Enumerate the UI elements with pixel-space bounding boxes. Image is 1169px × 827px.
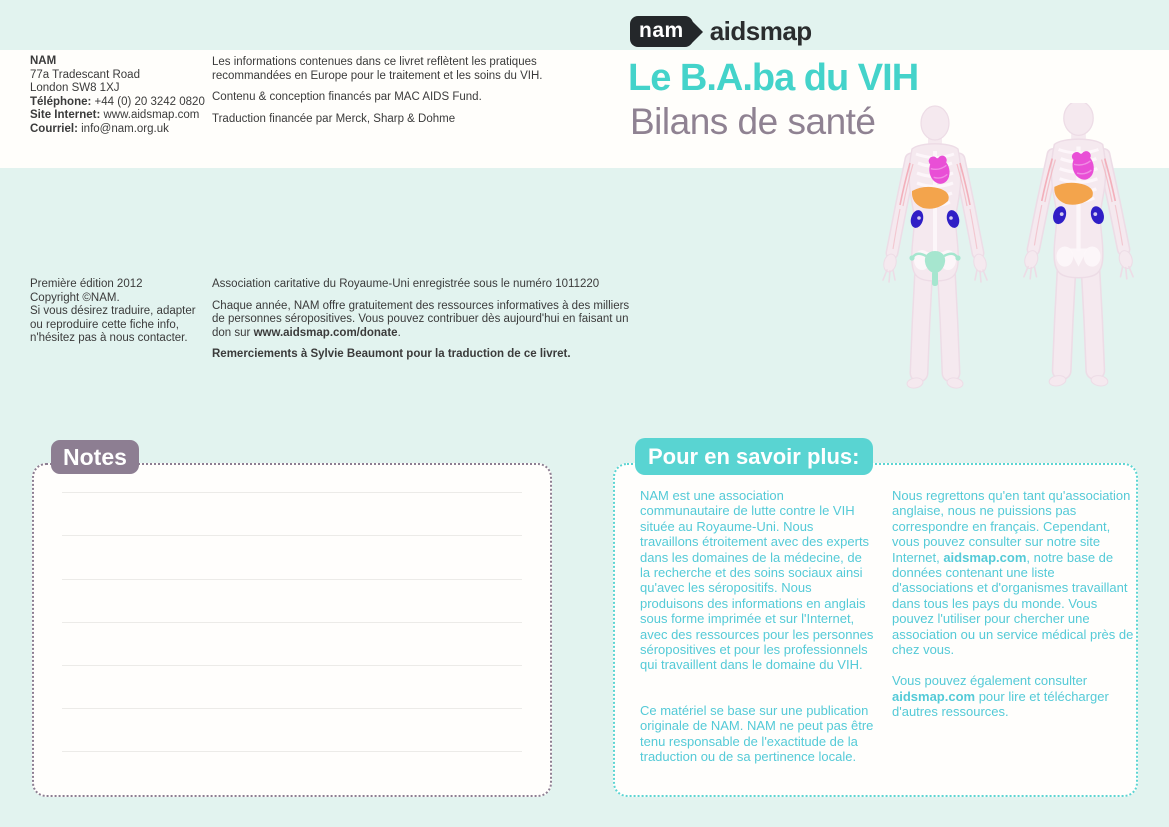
nam-logo-badge: nam	[630, 16, 693, 47]
edition-line: ou reproduire cette fiche info,	[30, 318, 179, 331]
address-line: 77a Tradescant Road	[30, 68, 140, 81]
notes-ruled-line	[62, 665, 522, 666]
disclaimer-paragraph: Ce matériel se base sur une publication originale de NAM. NAM ne peut pas être tenu responsable de l'exactitude de la traduction ou de sa pertinence locale.	[640, 702, 874, 765]
donate-text: Chaque année, NAM offre gratuitement des ressources informatives à des milliers de personnes séropositives. Vous pouvez contribuer dès aujourd'hui en faisant un don sur	[212, 299, 630, 339]
info-paragraph: Les informations contenues dans ce livret reflètent les pratiques recommandées en Europe pour le traitement et les soins du VIH.	[212, 56, 543, 82]
edition-line: Si vous désirez traduire, adapter	[30, 305, 196, 318]
translation-credit: Remerciements à Sylvie Beaumont pour la traduction de ce livret.	[212, 348, 571, 361]
notes-heading-badge: Notes	[51, 440, 139, 474]
anatomy-illustration	[853, 103, 1155, 395]
website-label: Site Internet:	[30, 109, 101, 122]
male-anatomy-figure	[1023, 103, 1134, 387]
notes-ruled-line	[62, 579, 522, 580]
charity-block	[212, 278, 644, 370]
page-title: Le B.A.ba du VIH	[628, 57, 919, 99]
notes-ruled-line	[62, 708, 522, 709]
resources-text: Vous pouvez également consulter	[892, 673, 1088, 689]
website-value: www.aidsmap.com	[103, 109, 200, 122]
email-label: Courriel:	[30, 122, 78, 135]
website-line	[30, 109, 205, 123]
edition-block	[30, 278, 196, 346]
notes-box	[32, 463, 552, 797]
page-subtitle: Bilans de santé	[630, 101, 876, 142]
database-text: , notre base de données contenant une liste d'associations et d'organismes travaillant dans tous les pays du monde. Vous pouvez l'utiliser pour chercher une association ou un service médical près de chez vous.	[892, 549, 1134, 658]
notes-ruled-line	[62, 622, 522, 623]
phone-value: +44 (0) 20 3242 0820	[94, 95, 205, 108]
address-line: London SW8 1XJ	[30, 82, 120, 95]
notes-ruled-line	[62, 535, 522, 536]
org-name: NAM	[30, 55, 57, 67]
resources-text: pour lire et télécharger d'autres ressources.	[892, 688, 1109, 720]
edition-line: n'hésitez pas à nous contacter.	[30, 332, 188, 345]
notes-ruled-line	[62, 492, 522, 493]
notes-ruled-line	[62, 751, 522, 752]
aidsmap-wordmark: aidsmap	[709, 16, 812, 46]
email-value: info@nam.org.uk	[81, 122, 169, 135]
aidsmap-url: aidsmap.com	[943, 549, 1027, 565]
phone-line	[30, 96, 205, 110]
more-info-column-1	[640, 488, 874, 765]
donate-paragraph	[212, 300, 644, 341]
contact-block	[30, 55, 205, 137]
database-text: Nous regrettons qu'en tant qu'association anglaise, nous ne puissions pas correspondre en français. Cependant, vous pouvez consulter sur notre site Internet,	[892, 488, 1131, 565]
donate-url: www.aidsmap.com/donate	[253, 326, 398, 339]
aidsmap-url: aidsmap.com	[892, 688, 976, 704]
donate-period: .	[397, 326, 401, 339]
phone-label: Téléphone:	[30, 95, 92, 108]
info-paragraph: Traduction financée par Merck, Sharp & Dohme	[212, 112, 456, 125]
charity-registration: Association caritative du Royaume-Uni enregistrée sous le numéro 1011220	[212, 278, 600, 290]
info-block	[212, 56, 564, 134]
more-info-box	[613, 463, 1138, 797]
more-info-heading-badge: Pour en savoir plus:	[635, 438, 873, 475]
info-paragraph: Contenu & conception financés par MAC AIDS Fund.	[212, 91, 482, 104]
about-nam-paragraph: NAM est une association communautaire de lutte contre le VIH située au Royaume-Uni. Nous travaillons étroitement avec des experts dans les domaines de la médecine, de la recherche et des soins sociaux ainsi qu'avec les séropositifs. Nous produisons des informations en anglais sous forme imprimée et sur l'Internet, avec des ressources pour les personnes séropositives et pour les professionnels qui travaillent dans le domaine du VIH.	[640, 488, 874, 673]
more-info-column-2	[892, 488, 1138, 720]
email-line	[30, 123, 205, 137]
resources-paragraph	[892, 673, 1138, 719]
female-anatomy-figure	[882, 106, 988, 389]
edition-line: Copyright ©NAM.	[30, 291, 120, 304]
edition-line: Première édition 2012	[30, 278, 143, 290]
database-paragraph	[892, 488, 1138, 657]
nam-aidsmap-logo	[630, 16, 812, 47]
